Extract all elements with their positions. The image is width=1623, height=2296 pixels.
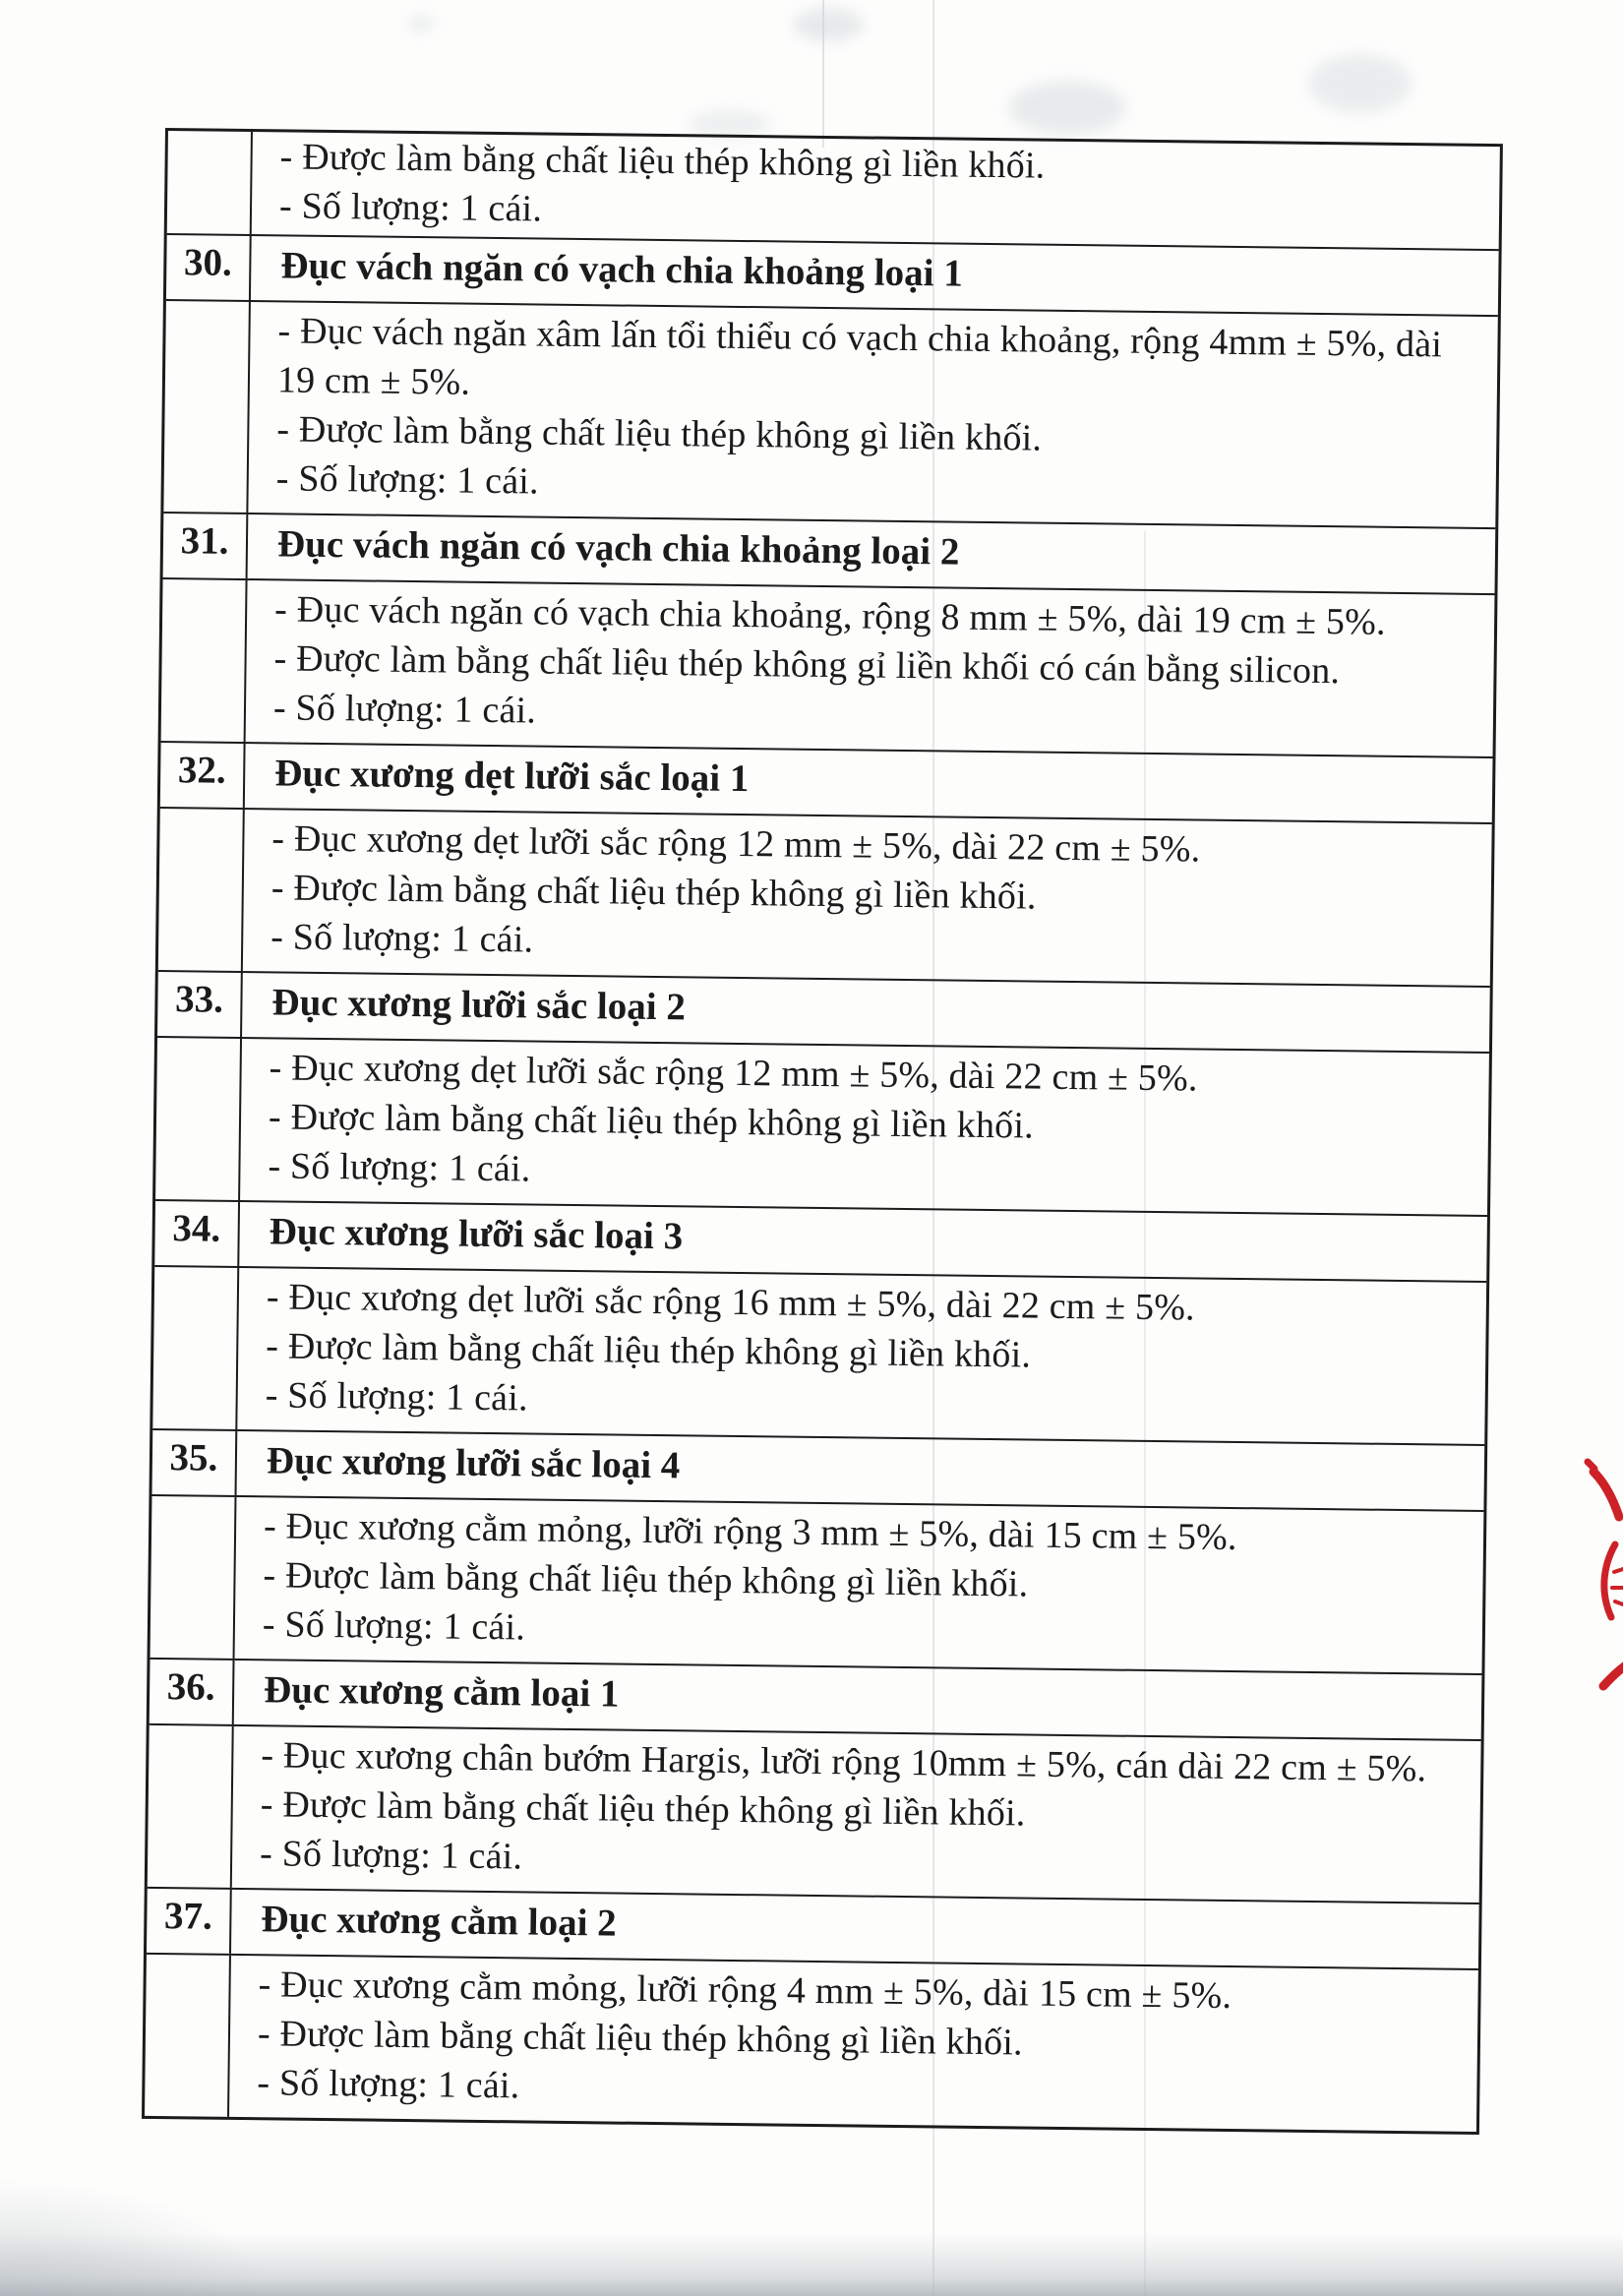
table-row-item-body (155, 1036, 1489, 1215)
item-title: Đục vách ngăn có vạch chia khoảng loại 1 (280, 244, 963, 295)
spec-detail-line: - Đục xương cằm mỏng, lưỡi rộng 4 mm ± 5%, dài 15 cm ± 5%. (258, 1964, 1232, 2017)
spec-detail-line: - Được làm bằng chất liệu thép không gì liền khối. (270, 867, 1037, 918)
scan-smudge (1308, 54, 1412, 113)
spec-detail-line: - Số lượng: 1 cái. (268, 1145, 531, 1190)
item-title: Đục xương dẹt lưỡi sắc loại 1 (273, 752, 750, 801)
spec-detail-line: - Số lượng: 1 cái. (278, 185, 543, 230)
spec-detail-cell (243, 810, 1492, 986)
spec-detail-line: - Số lượng: 1 cái. (275, 457, 539, 503)
item-title: Đục xương cằm loại 1 (263, 1668, 620, 1716)
spec-detail-line: - Đục vách ngăn có vạch chia khoảng, rộng 8 mm ± 5%, dài 19 cm ± 5%. (273, 588, 1386, 643)
spec-detail-line: - Được làm bằng chất liệu thép không gì liền khối. (276, 408, 1043, 459)
spec-detail-line: - Số lượng: 1 cái. (265, 1374, 528, 1420)
spec-detail-line: - Đục vách ngăn xâm lấn tổi thiểu có vạch chia khoảng, rộng 4mm ± 5%, dài 19 cm ± 5%. (276, 310, 1443, 403)
scan-shadow-bottom (0, 2233, 1623, 2296)
item-number-empty (152, 1267, 239, 1429)
item-title: Đục vách ngăn có vạch chia khoảng loại 2 (276, 522, 960, 574)
table-row-item-body (163, 299, 1497, 527)
spec-detail-cell (229, 1956, 1478, 2132)
table-row-item-body (148, 1723, 1481, 1903)
red-pen-marks-icon (1505, 1407, 1623, 1731)
table-row-item-body (158, 807, 1492, 986)
item-number: 37. (147, 1889, 232, 1954)
spec-detail-line: - Số lượng: 1 cái. (257, 2062, 520, 2107)
item-number: 34. (154, 1201, 240, 1266)
spec-detail-line: - Đục xương cằm mỏng, lưỡi rộng 3 mm ± 5%, dài 15 cm ± 5%. (263, 1505, 1237, 1559)
spec-detail-line: - Số lượng: 1 cái. (272, 687, 537, 732)
spec-detail-cell (232, 1726, 1481, 1903)
spec-detail-line: - Được làm bằng chất liệu thép không gì liền khối. (266, 1325, 1032, 1376)
item-number-empty (150, 1496, 237, 1659)
spec-detail-cell (235, 1497, 1484, 1673)
item-number: 35. (152, 1430, 238, 1495)
spec-detail-line: - Được làm bằng chất liệu thép không gì liền khối. (263, 1554, 1029, 1605)
item-title: Đục xương lưỡi sắc loại 2 (271, 981, 687, 1029)
spec-detail-line: - Số lượng: 1 cái. (270, 916, 534, 961)
table-row-item-body (152, 1265, 1486, 1444)
item-number-empty (158, 809, 245, 971)
item-title: Đục xương cằm loại 2 (261, 1898, 617, 1945)
table-row-item-body (145, 1953, 1478, 2132)
item-number-empty (161, 579, 248, 742)
spec-detail-line: - Số lượng: 1 cái. (262, 1603, 526, 1649)
item-title: Đục xương lưỡi sắc loại 3 (269, 1210, 684, 1258)
scan-smudge (408, 16, 434, 31)
spec-detail-cell (246, 580, 1495, 756)
spec-detail-line: - Đục xương dẹt lưỡi sắc rộng 12 mm ± 5%, dài 22 cm ± 5%. (271, 817, 1201, 871)
spec-detail-cell (248, 302, 1497, 527)
item-number-empty (155, 1038, 242, 1200)
item-title: Đục xương lưỡi sắc loại 4 (266, 1439, 681, 1487)
spec-detail-line: - Được làm bằng chất liệu thép không gì liền khối. (279, 136, 1046, 187)
item-number: 32. (160, 743, 246, 808)
spec-detail-cell (252, 132, 1500, 249)
table-row-item-body (150, 1494, 1484, 1673)
item-number-empty (145, 1955, 231, 2117)
item-number: 33. (157, 972, 243, 1037)
spec-detail-cell (240, 1039, 1489, 1215)
paper-sheet (142, 128, 1503, 2135)
spec-detail-line: - Số lượng: 1 cái. (259, 1833, 523, 1878)
spec-detail-line: - Đục xương dẹt lưỡi sắc rộng 16 mm ± 5%, dài 22 cm ± 5%. (266, 1276, 1196, 1329)
item-number-empty (163, 301, 251, 513)
spec-detail-line: - Được làm bằng chất liệu thép không gỉ liền khối có cán bằng silicon. (273, 637, 1341, 693)
spec-detail-line: - Đục xương chân bướm Hargis, lưỡi rộng 10mm ± 5%, cán dài 22 cm ± 5%. (261, 1734, 1427, 1790)
table-row-continuation (167, 131, 1500, 249)
spec-detail-line: - Được làm bằng chất liệu thép không gì liền khối. (260, 1783, 1026, 1835)
scan-shadow-corner (0, 2178, 275, 2296)
spec-detail-cell (237, 1268, 1486, 1444)
scan-fold-line (822, 0, 824, 148)
table-row-item-body (161, 577, 1495, 756)
spec-detail-line: - Được làm bằng chất liệu thép không gì liền khối. (257, 2013, 1024, 2064)
scan-smudge (793, 8, 864, 41)
item-number-empty (148, 1725, 234, 1888)
item-number-empty (167, 131, 253, 234)
item-number: 31. (163, 514, 249, 578)
item-number: 30. (166, 235, 252, 300)
spec-table (142, 128, 1503, 2135)
scan-smudge (1008, 81, 1126, 135)
spec-detail-line: - Đục xương dẹt lưỡi sắc rộng 12 mm ± 5%, dài 22 cm ± 5%. (269, 1047, 1198, 1100)
spec-detail-line: - Được làm bằng chất liệu thép không gì liền khối. (268, 1096, 1035, 1147)
item-number: 36. (150, 1660, 235, 1724)
